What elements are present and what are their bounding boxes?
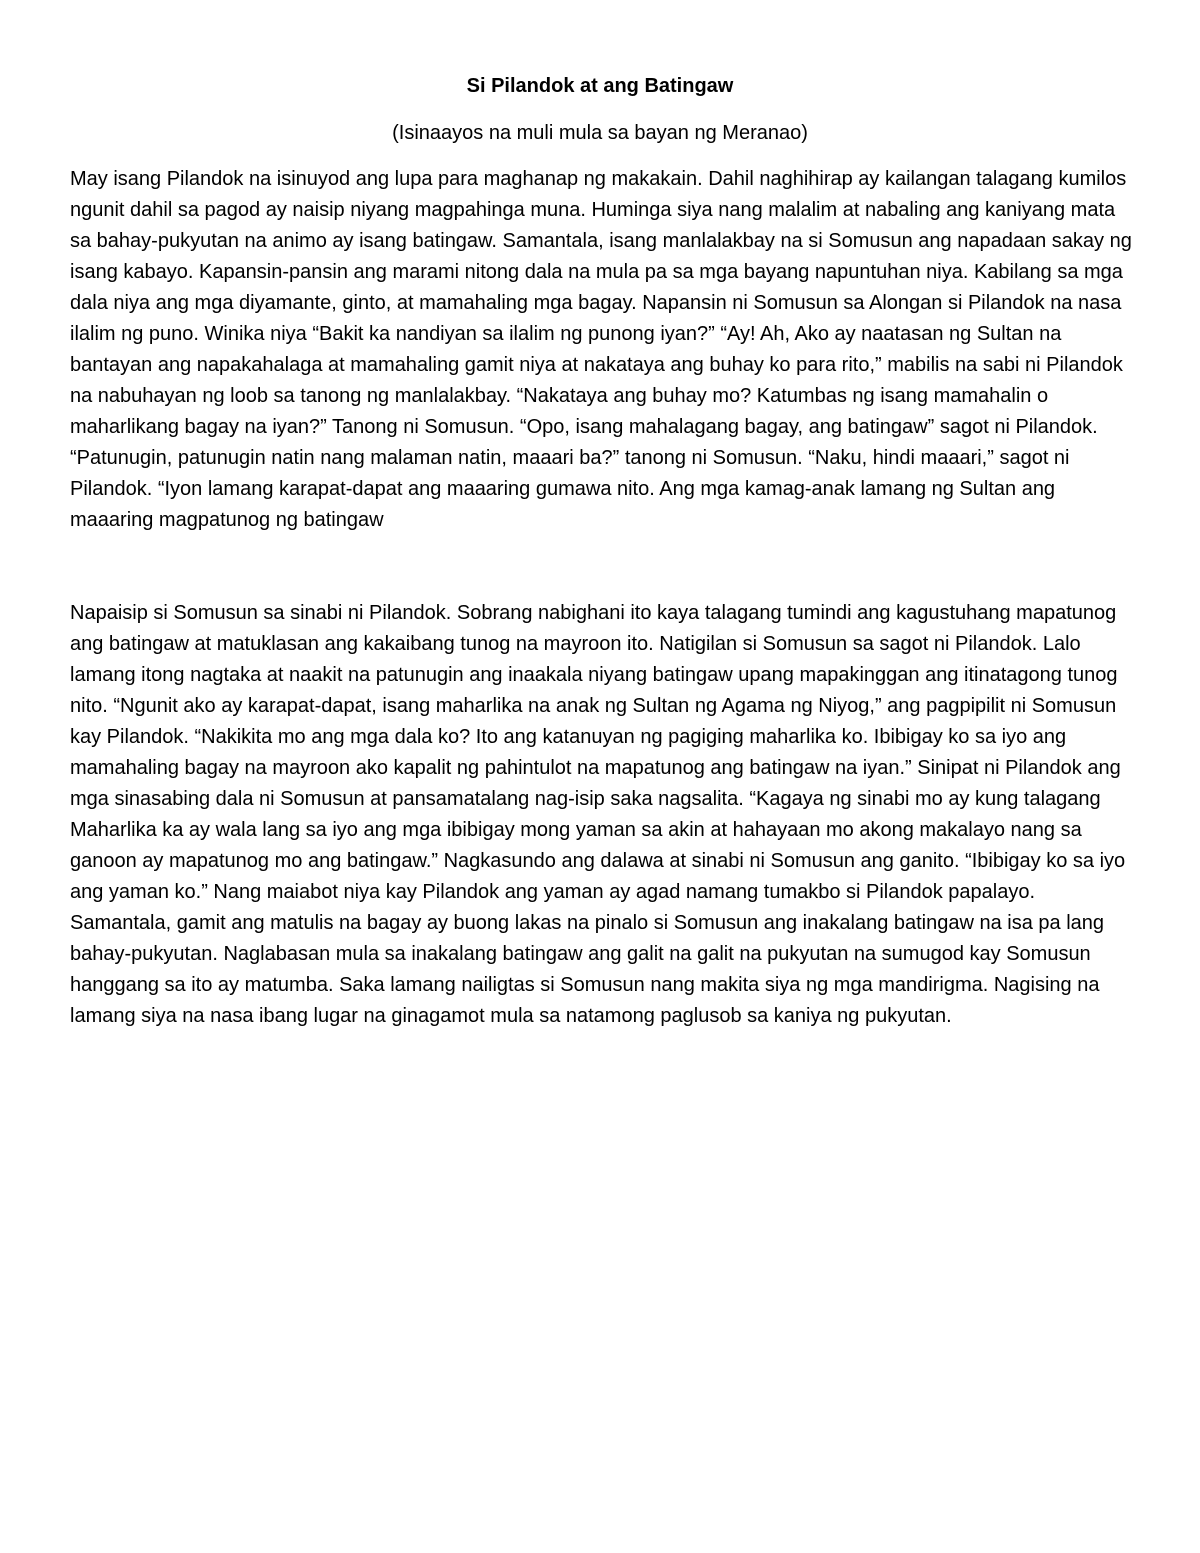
paragraph-2: Napaisip si Somusun sa sinabi ni Pilandok. Sobrang nabighani ito kaya talagang tumindi ang kagustuhang mapatunog ang batingaw at matuklasan ang kakaibang tunog na mayroon ito. Natigilan si Somusun sa sagot ni Pilandok. Lalo lamang itong nagtaka at naakit na patunugin ang inaakala niyang batingaw upang mapakinggan ang itinatagong tunog nito. “Ngunit ako ay karapat-dapat, isang maharlika na anak ng Sultan ng Agama ng Niyog,” ang pagpipilit ni Somusun kay Pilandok. “Nakikita mo ang mga dala ko? Ito ang katanuyan ng pagiging maharlika ko. Ibibigay ko sa iyo ang mamahaling bagay na mayroon ako kapalit ng pahintulot na mapatunog ang batingaw na iyan.” Sinipat ni Pilandok ang mga sinasabing dala ni Somusun at pansamatalang nag-isip saka nagsalita. “Kagaya ng sinabi mo ay kung talagang Maharlika ka ay wala lang sa iyo ang mga ibibigay mong yaman sa akin at hahayaan mo akong makalayo nang sa ganoon ay mapatunog mo ang batingaw.” Nagkasundo ang dalawa at sinabi ni Somusun ang ganito. “Ibibigay ko sa iyo ang yaman ko.” Nang maiabot niya kay Pilandok ang yaman ay agad namang tumakbo si Pilandok papalayo. Samantala, gamit ang matulis na bagay ay buong lakas na pinalo si Somusun ang inakalang batingaw na isa pa lang bahay-pukyutan. Naglabasan mula sa inakalang batingaw ang galit na galit na pukyutan na sumugod kay Somusun hanggang sa ito ay matumba. Saka lamang nailigtas si Somusun nang makita siya ng mga mandirigma. Nagising na lamang siya na nasa ibang lugar na ginagamot mula sa natamong paglusob sa kaniya ng pukyutan. [70,602,1126,1027]
paragraph-1: May isang Pilandok na isinuyod ang lupa para maghanap ng makakain. Dahil naghihirap ay kailangan talagang kumilos ngunit dahil sa pagod ay naisip niyang magpahinga muna. Huminga siya nang malalim at nabaling ang kaniyang mata sa bahay-pukyutan na animo ay isang batingaw. Samantala, isang manlalakbay na si Somusun ang napadaan sakay ng isang kabayo. Kapansin-pansin ang marami nitong dala na mula pa sa mga bayang napuntuhan niya. Kabilang sa mga dala niya ang mga diyamante, ginto, at mamahaling mga bagay. Napansin ni Somusun sa Alongan si Pilandok na nasa ilalim ng puno. Winika niya “Bakit ka nandiyan sa ilalim ng punong iyan?” “Ay! Ah, Ako ay naatasan ng Sultan na bantayan ang napakahalaga at mamahaling gamit niya at nakataya ang buhay ko para rito,” mabilis na sabi ni Pilandok na nabuhayan ng loob sa tanong ng manlalakbay. “Nakataya ang buhay mo? Katumbas ng isang mamahalin o maharlikang bagay na iyan?” Tanong ni Somusun. “Opo, isang mahalagang bagay, ang batingaw” sagot ni Pilandok. “Patunugin, patunugin natin nang malaman natin, maaari ba?” tanong ni Somusun. “Naku, hindi maaari,” sagot ni Pilandok. “Iyon lamang karapat-dapat ang maaaring gumawa nito. Ang mga kamag-anak lamang ng Sultan ang maaaring magpatunog ng batingaw [70,168,1132,531]
document-subtitle: (Isinaayos na muli mula sa bayan ng Meranao) [392,122,808,144]
document-title: Si Pilandok at ang Batingaw [466,75,734,97]
